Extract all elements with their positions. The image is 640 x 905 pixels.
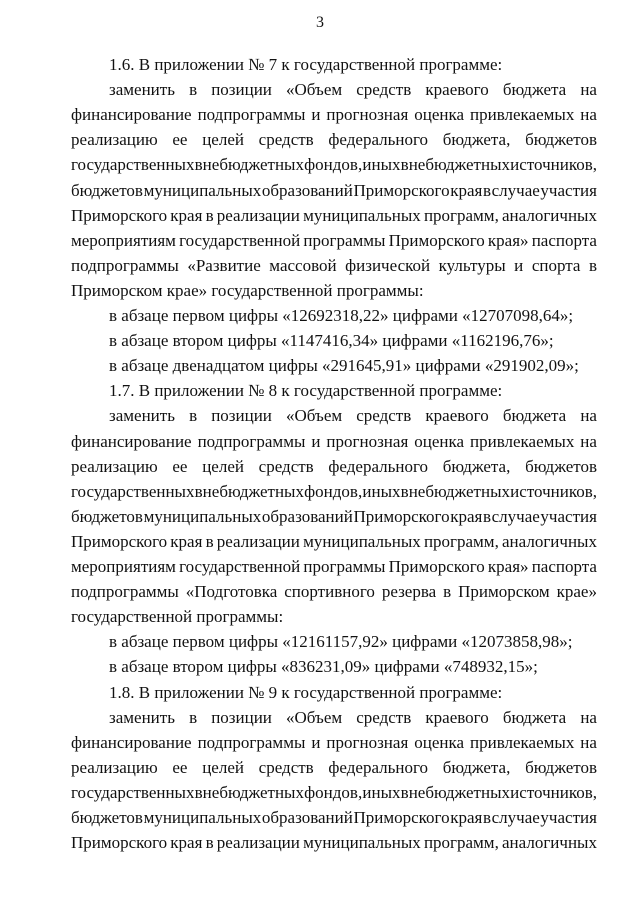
- list-item: в абзаце втором цифры «1147416,34» цифрами «1162196,76»;: [109, 331, 554, 351]
- section-heading: 1.8. В приложении № 9 к государственной программе:: [109, 682, 503, 702]
- paragraph-line: государственных внебюджетных фондов, иных внебюджетных источников,: [71, 782, 597, 802]
- paragraph-line: мероприятиям государственной программы Приморского края» паспорта: [71, 557, 597, 576]
- paragraph-line: подпрограммы «Развитие массовой физической культуры и спорта в: [71, 255, 597, 275]
- paragraph-line: государственной программы:: [71, 607, 284, 627]
- list-item: в абзаце втором цифры «836231,09» цифрами «748932,15»;: [109, 657, 538, 677]
- paragraph-line: бюджетов муниципальных образований Приморского края в случае участия: [71, 808, 597, 827]
- list-item: в абзаце первом цифры «12161157,92» цифрами «12073858,98»;: [109, 632, 573, 652]
- paragraph-line: финансирование подпрограммы и прогнозная оценка привлекаемых на: [71, 732, 597, 752]
- paragraph-line: Приморского края в реализации муниципальных программ, аналогичных: [71, 531, 597, 551]
- list-item: в абзаце первом цифры «12692318,22» цифрами «12707098,64»;: [109, 306, 574, 325]
- paragraph-line: реализацию ее целей средств федерального бюджета, бюджетов: [71, 757, 597, 777]
- paragraph-line: мероприятиям государственной программы Приморского края» паспорта: [71, 230, 597, 250]
- page-number: 3: [316, 14, 324, 31]
- paragraph-line: бюджетов муниципальных образований Приморского края в случае участия: [71, 180, 597, 200]
- paragraph-line: бюджетов муниципальных образований Приморского края в случае участия: [71, 506, 597, 526]
- section-heading: 1.6. В приложении № 7 к государственной программе:: [109, 55, 503, 74]
- list-item: в абзаце двенадцатом цифры «291645,91» цифрами «291902,09»;: [109, 356, 579, 376]
- paragraph-line: реализацию ее целей средств федерального бюджета, бюджетов: [71, 130, 597, 150]
- paragraph-line: Приморского края в реализации муниципальных программ, аналогичных: [71, 205, 597, 225]
- paragraph-line: заменить в позиции «Объем средств краевого бюджета на: [109, 707, 597, 727]
- paragraph-line: Приморского края в реализации муниципальных программ, аналогичных: [71, 833, 597, 853]
- paragraph-line: реализацию ее целей средств федерального бюджета, бюджетов: [71, 456, 597, 476]
- section-heading: 1.7. В приложении № 8 к государственной программе:: [109, 381, 503, 401]
- paragraph-line: государственных внебюджетных фондов, иных внебюджетных источников,: [71, 481, 597, 501]
- paragraph-line: заменить в позиции «Объем средств краевого бюджета на: [109, 406, 597, 426]
- paragraph-line: Приморском крае» государственной программы:: [71, 280, 424, 300]
- paragraph-line: финансирование подпрограммы и прогнозная оценка привлекаемых на: [71, 431, 597, 451]
- paragraph-line: заменить в позиции «Объем средств краевого бюджета на: [109, 80, 597, 100]
- paragraph-line: подпрограммы «Подготовка спортивного резерва в Приморском крае»: [71, 582, 597, 602]
- paragraph-line: государственных внебюджетных фондов, иных внебюджетных источников,: [71, 155, 597, 175]
- paragraph-line: финансирование подпрограммы и прогнозная оценка привлекаемых на: [71, 105, 597, 125]
